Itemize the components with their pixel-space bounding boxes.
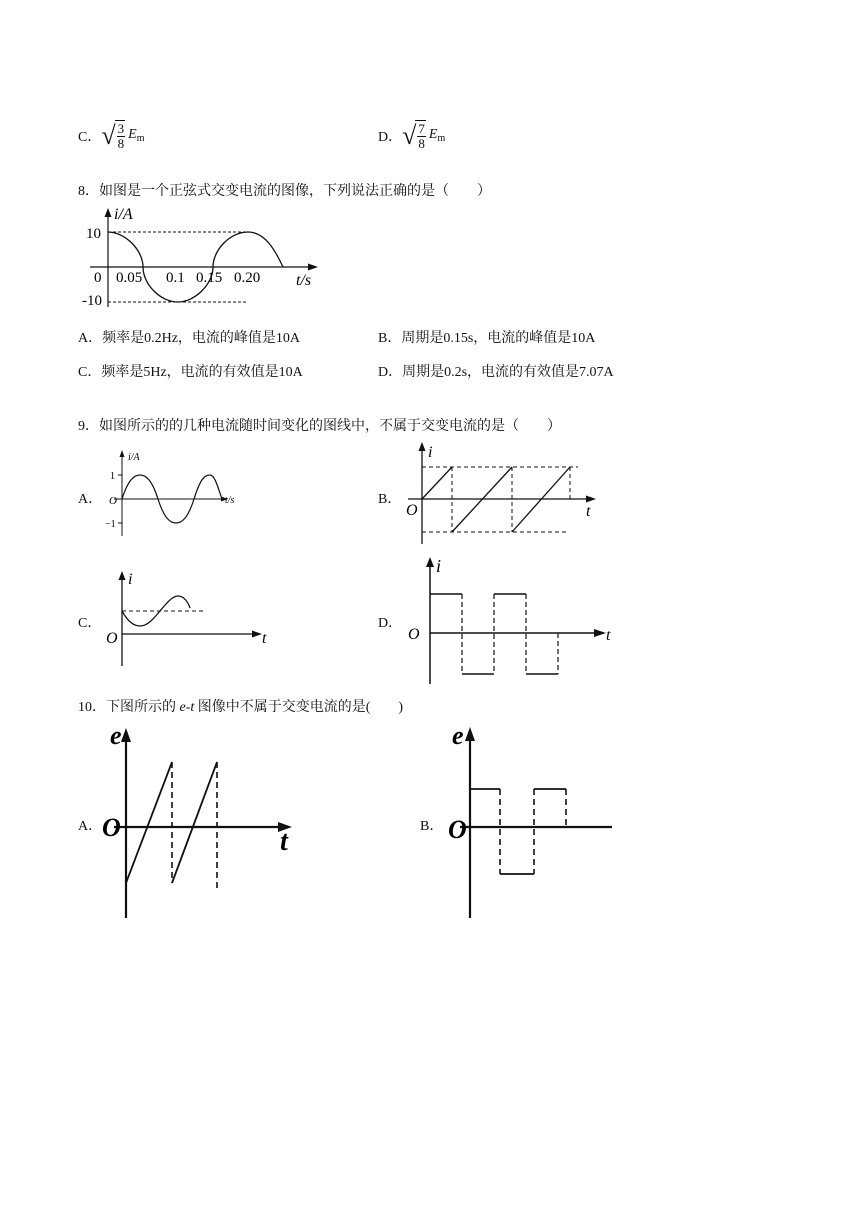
q8-tick-2: 0.1 xyxy=(166,270,185,286)
q7-option-c-sqrt: √ $\frac{3}{8}$ xyxy=(101,120,125,151)
q7-option-c-num: 3 xyxy=(117,121,125,136)
q8-x-arrow xyxy=(308,264,318,271)
q9c-x-label: t xyxy=(262,630,267,647)
q9a-x-label: t/s xyxy=(225,495,235,506)
q8-sine-graph xyxy=(82,205,326,311)
q7-option-c-label: C． xyxy=(78,129,102,145)
q10a-y-label: e xyxy=(110,721,122,750)
q10b-y-label: e xyxy=(452,721,464,750)
q7-option-d-sqrt: √ $\frac{7}{8}$ xyxy=(402,120,425,151)
q7-option-c-e: E xyxy=(128,127,137,142)
q8-x-label: t/s xyxy=(296,272,312,289)
q8-stem: 8．如图是一个正弦式交变电流的图像，下列说法正确的是（ ） xyxy=(78,184,491,199)
q10-stem xyxy=(78,696,403,716)
q8-tick-3: 0.15 xyxy=(196,270,223,286)
q8-y-label: i/A xyxy=(114,206,133,223)
q9d-y-label: i xyxy=(436,556,442,576)
q9-graph-c xyxy=(104,564,279,668)
q9a-origin: O xyxy=(109,495,117,507)
q7-option-c-sub: m xyxy=(136,133,145,144)
q9d-x-label: t xyxy=(606,627,611,644)
q9-graph-b xyxy=(400,438,600,548)
q10-graph-a xyxy=(102,721,302,920)
q9c-y-label: i xyxy=(128,571,133,588)
q9-graph-a xyxy=(104,448,244,538)
q8-origin: 0 xyxy=(94,270,102,286)
q7-option-d[interactable] xyxy=(378,120,445,151)
q9d-origin: O xyxy=(408,626,420,643)
q9-label-a[interactable]: A． xyxy=(78,492,103,507)
q9-graph-d xyxy=(400,552,620,686)
q7-option-d-sub: m xyxy=(437,133,446,144)
q10-label-b[interactable]: B． xyxy=(420,819,444,834)
q8-option-a[interactable]: A．频率是0.2Hz，电流的峰值是10A xyxy=(78,331,301,346)
q7-option-d-den: 8 xyxy=(418,136,425,151)
q9-label-c[interactable]: C． xyxy=(78,616,102,631)
q8-option-d[interactable]: D．周期是0.2s，电流的有效值是7.07A xyxy=(378,365,614,380)
q7-option-c[interactable] xyxy=(78,120,144,151)
q9b-origin: O xyxy=(406,502,418,519)
q7-option-c-den: 8 xyxy=(117,136,125,151)
q8-tick-1: 0.05 xyxy=(116,270,143,286)
q8-y-top: 10 xyxy=(86,226,101,242)
q8-option-c[interactable]: C．频率是5Hz，电流的有效值是10A xyxy=(78,365,303,380)
q10-stem-post: 图像中不属于交变电流的是( ) xyxy=(194,700,404,715)
q10-stem-pre: 10．下图所示的 xyxy=(78,700,180,715)
q7-option-d-e: E xyxy=(428,127,438,142)
q8-tick-4: 0.20 xyxy=(234,270,261,286)
q9a-y-bottom: −1 xyxy=(105,519,116,530)
q10a-origin: O xyxy=(102,813,121,842)
q10-graph-b xyxy=(444,721,620,920)
q9-label-b[interactable]: B． xyxy=(378,492,402,507)
q8-y-arrow xyxy=(105,208,112,217)
q9b-y-label: i xyxy=(428,444,433,461)
q10-label-a[interactable]: A． xyxy=(78,819,103,834)
q8-y-bottom: -10 xyxy=(82,293,102,309)
q9-stem: 9．如图所示的的几种电流随时间变化的图线中，不属于交变电流的是（ ） xyxy=(78,419,561,434)
q10-stem-var: e-t xyxy=(179,700,195,715)
q7-option-d-num: 7 xyxy=(418,121,425,136)
q9c-origin: O xyxy=(106,630,118,647)
q8-option-b[interactable]: B．周期是0.15s，电流的峰值是10A xyxy=(378,331,596,346)
q9a-y-top: 1 xyxy=(110,471,115,482)
q10b-origin: O xyxy=(448,815,467,844)
q10a-x-label: t xyxy=(280,826,288,857)
q9-label-d[interactable]: D． xyxy=(378,616,403,631)
q9b-x-label: t xyxy=(586,503,591,520)
q9a-y-label: i/A xyxy=(128,452,140,463)
q7-option-d-label: D． xyxy=(378,129,403,145)
